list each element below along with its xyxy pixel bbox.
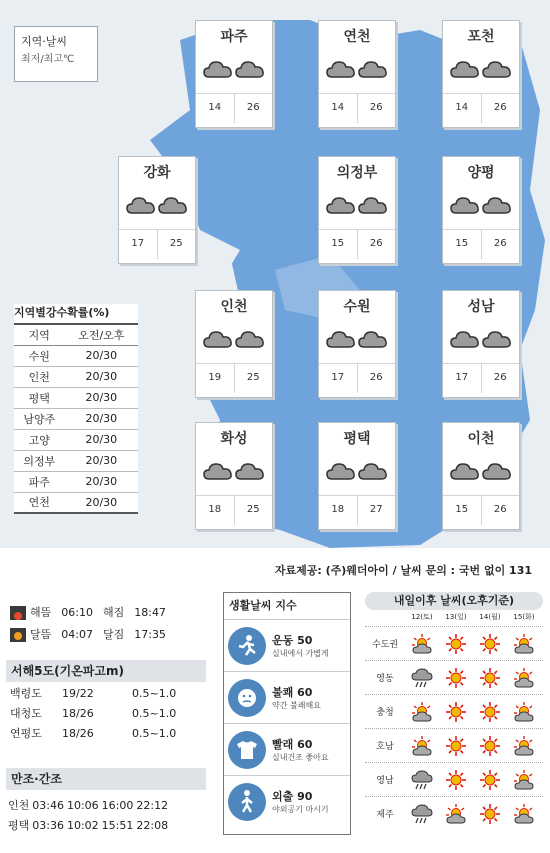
life-title: 생활날씨 지수 [229,599,297,612]
temp-low: 17 [331,372,345,383]
forecast-date: 15(화) [513,613,535,621]
city-name: 양평 [467,165,495,181]
islands-list [10,684,210,744]
temps [319,495,395,525]
cloudy-icon [326,460,356,486]
city-name: 평택 [343,431,371,447]
forecast-date: 14(월) [479,613,501,621]
island-wave: 0.5~1.0 [132,707,177,720]
tide-cell: 인천 [8,799,30,812]
temp-low: 14 [455,102,469,113]
table-row [365,728,543,762]
temp-high: 26 [481,230,520,259]
temp-low: 15 [455,504,469,515]
cloudy-icon [126,194,156,220]
island-temp: 18/26 [62,707,94,720]
sunrise-time: 06:10 [61,606,93,619]
sunny-icon [439,633,473,655]
cloudy-icon [358,58,388,84]
island-name: 대청도 [10,707,42,720]
partly-cloudy-icon [507,667,541,689]
rain-region: 남양주 [14,408,65,429]
tide-cell: 10:06 [66,799,99,812]
forecast-region: 제주 [376,810,394,820]
temps [443,229,519,259]
weather-icons [443,189,519,225]
islands-title: 서해5도(기온파고m) [6,660,206,682]
tide-cell: 15:51 [101,819,134,832]
weather-icons [196,323,272,359]
partly-cloudy-icon [507,803,541,825]
city-card [442,156,520,264]
moonrise-icon [10,628,26,642]
list-item [224,775,350,827]
forecast-region: 영동 [376,674,394,684]
rain-region: 의정부 [14,450,65,471]
sunrise-label: 해뜸 [30,606,52,619]
city-card [442,422,520,530]
cloudy-icon [235,460,265,486]
cloudy-icon [482,58,512,84]
forecast-date: 13(일) [445,613,467,621]
city-name: 포천 [467,29,495,45]
temps [443,363,519,393]
map-legend [14,26,98,82]
temp-high: 26 [481,364,520,393]
rain-value: 20/30 [65,366,138,387]
table-row [365,796,543,830]
rain-region: 고양 [14,429,65,450]
tide-list [8,796,213,836]
partly-cloudy-icon [439,803,473,825]
legend-line2: 최저/최고℃ [21,54,75,65]
table-row [14,492,138,513]
city-name: 이천 [467,431,495,447]
list-item [224,723,350,775]
list-item [8,816,213,836]
rain-icon [405,803,439,825]
sunny-icon [439,667,473,689]
rain-col-region: 지역 [14,324,65,345]
weather-icons [319,323,395,359]
island-wave: 0.5~1.0 [132,727,177,740]
city-name: 화성 [220,431,248,447]
cloudy-icon [450,194,480,220]
temp-high: 25 [234,364,273,393]
temp-high: 26 [481,496,520,525]
sunny-icon [473,633,507,655]
partly-cloudy-icon [507,769,541,791]
partly-cloudy-icon [507,701,541,723]
weather-icons [443,53,519,89]
cloudy-icon [203,58,233,84]
temp-low: 15 [455,238,469,249]
island-name: 연평도 [10,727,42,740]
partly-cloudy-icon [405,701,439,723]
index-name: 불쾌 60 [272,686,313,699]
cloudy-icon [482,194,512,220]
city-card [318,422,396,530]
temps [319,363,395,393]
list-item [224,619,350,671]
temp-low: 19 [208,372,222,383]
forecast-date: 12(토) [411,613,433,621]
forecast-region: 영남 [376,776,394,786]
city-card [195,20,273,128]
city-card [195,422,273,530]
rain-region: 파주 [14,471,65,492]
index-desc: 야외공기 마시기 [272,805,329,814]
sunny-icon [473,667,507,689]
rain-probability-table [14,304,138,514]
legend-line1: 지역·날씨 [21,35,68,48]
temps [443,93,519,123]
forecast-title: 내일이후 날씨(오후기준) [365,592,543,610]
cloudy-icon [450,328,480,354]
cloudy-icon [358,194,388,220]
temp-high: 26 [357,94,396,123]
index-desc: 약간 불쾌해요 [272,701,321,710]
data-source-note: 자료제공: (주)웨더아이 / 날씨 문의 : 국번 없이 131 [274,564,532,577]
rain-value: 20/30 [65,387,138,408]
table-row [14,366,138,387]
city-card [195,290,273,398]
moonset-label: 달짐 [102,628,125,641]
partly-cloudy-icon [405,633,439,655]
rain-region: 평택 [14,387,65,408]
sunny-icon [473,803,507,825]
forecast-region: 충청 [376,708,394,718]
cloudy-icon [358,460,388,486]
cloudy-icon [203,460,233,486]
face-icon [228,679,266,717]
temp-high: 25 [157,230,196,259]
list-item [10,724,210,744]
rain-region: 수원 [14,345,65,366]
moon-row [10,624,210,646]
partly-cloudy-icon [405,735,439,757]
cloudy-icon [158,194,188,220]
temp-low: 14 [331,102,345,113]
rain-value: 20/30 [65,471,138,492]
temp-high: 26 [481,94,520,123]
table-row [14,345,138,366]
temp-low: 15 [331,238,345,249]
forecast-region: 호남 [376,742,394,752]
index-name: 운동 50 [272,634,313,647]
sunny-icon [439,735,473,757]
weather-icons [443,455,519,491]
weather-icons [319,189,395,225]
table-row [365,762,543,796]
extended-forecast [365,592,543,830]
cloudy-icon [235,328,265,354]
partly-cloudy-icon [507,735,541,757]
rain-value: 20/30 [65,408,138,429]
island-name: 백령도 [10,687,42,700]
cloudy-icon [326,194,356,220]
temps [319,229,395,259]
city-card [318,20,396,128]
moonset-time: 17:35 [134,628,166,641]
cloudy-icon [203,328,233,354]
temps [119,229,195,259]
sunny-icon [473,735,507,757]
table-row [365,694,543,728]
city-name: 수원 [343,299,371,315]
sun-moon-times [10,602,210,646]
index-desc: 실내건조 좋아요 [272,753,329,762]
weather-icons [196,455,272,491]
cloudy-icon [358,328,388,354]
city-name: 인천 [220,299,248,315]
tide-cell: 03:36 [32,819,64,832]
partly-cloudy-icon [507,633,541,655]
weather-icons [443,323,519,359]
cloudy-icon [235,58,265,84]
city-name: 연천 [343,29,371,45]
tide-cell: 평택 [8,819,30,832]
rain-icon [405,667,439,689]
temp-low: 18 [208,504,222,515]
temp-high: 26 [357,364,396,393]
city-name: 성남 [467,299,495,315]
temp-low: 14 [208,102,222,113]
list-item [10,684,210,704]
city-card [318,156,396,264]
sunny-icon [473,701,507,723]
rain-col-ampm: 오전/오후 [65,324,138,345]
forecast-region: 수도권 [371,640,399,650]
table-row [365,660,543,694]
rain-region: 인천 [14,366,65,387]
city-name: 파주 [220,29,248,45]
tide-cell: 10:02 [66,819,99,832]
walking-person-icon [228,783,266,821]
tide-title: 만조·간조 [6,768,206,790]
weather-icons [119,189,195,225]
sunny-icon [439,769,473,791]
cloudy-icon [482,328,512,354]
weather-icons [196,53,272,89]
temp-low: 17 [455,372,469,383]
tide-cell: 22:08 [136,819,169,832]
cloudy-icon [326,328,356,354]
temp-low: 17 [131,238,145,249]
list-item [224,671,350,723]
sunny-icon [473,769,507,791]
temp-high: 26 [357,230,396,259]
temps [443,495,519,525]
cloudy-icon [450,58,480,84]
sunny-icon [439,701,473,723]
sun-row [10,602,210,624]
city-card [442,290,520,398]
temp-high: 25 [234,496,273,525]
index-name: 빨래 60 [272,738,313,751]
sunrise-icon [10,606,26,620]
table-row [14,450,138,471]
temps [319,93,395,123]
city-card [442,20,520,128]
rain-value: 20/30 [65,429,138,450]
list-item [10,704,210,724]
table-row [14,429,138,450]
index-name: 외출 90 [272,790,313,803]
city-card [318,290,396,398]
temps [196,93,272,123]
tide-cell: 16:00 [101,799,134,812]
tide-cell: 03:46 [32,799,64,812]
life-weather-index [223,592,351,835]
weather-icons [319,455,395,491]
table-row [14,408,138,429]
table-row [365,626,543,660]
rain-table-title: 지역별강수확률(%) [14,306,110,319]
sunset-label: 해짐 [102,606,125,619]
cloudy-icon [326,58,356,84]
shirt-icon [228,731,266,769]
rain-icon [405,769,439,791]
weather-icons [319,53,395,89]
city-card [118,156,196,264]
cloudy-icon [450,460,480,486]
cloudy-icon [482,460,512,486]
island-temp: 18/26 [62,727,94,740]
rain-value: 20/30 [65,345,138,366]
table-row [14,387,138,408]
temp-high: 27 [357,496,396,525]
temp-high: 26 [234,94,273,123]
temp-low: 18 [331,504,345,515]
rain-region: 연천 [14,492,65,513]
tide-cell: 22:12 [136,799,169,812]
moonrise-label: 달뜸 [30,628,52,641]
index-desc: 실내에서 가볍게 [272,649,329,658]
table-row [14,471,138,492]
island-temp: 19/22 [62,687,94,700]
city-name: 강화 [143,165,171,181]
island-wave: 0.5~1.0 [132,687,177,700]
moonrise-time: 04:07 [61,628,93,641]
rain-value: 20/30 [65,492,138,513]
sunset-time: 18:47 [134,606,166,619]
city-name: 의정부 [336,165,378,181]
rain-value: 20/30 [65,450,138,471]
list-item [8,796,213,816]
temps [196,363,272,393]
temps [196,495,272,525]
running-person-icon [228,627,266,665]
